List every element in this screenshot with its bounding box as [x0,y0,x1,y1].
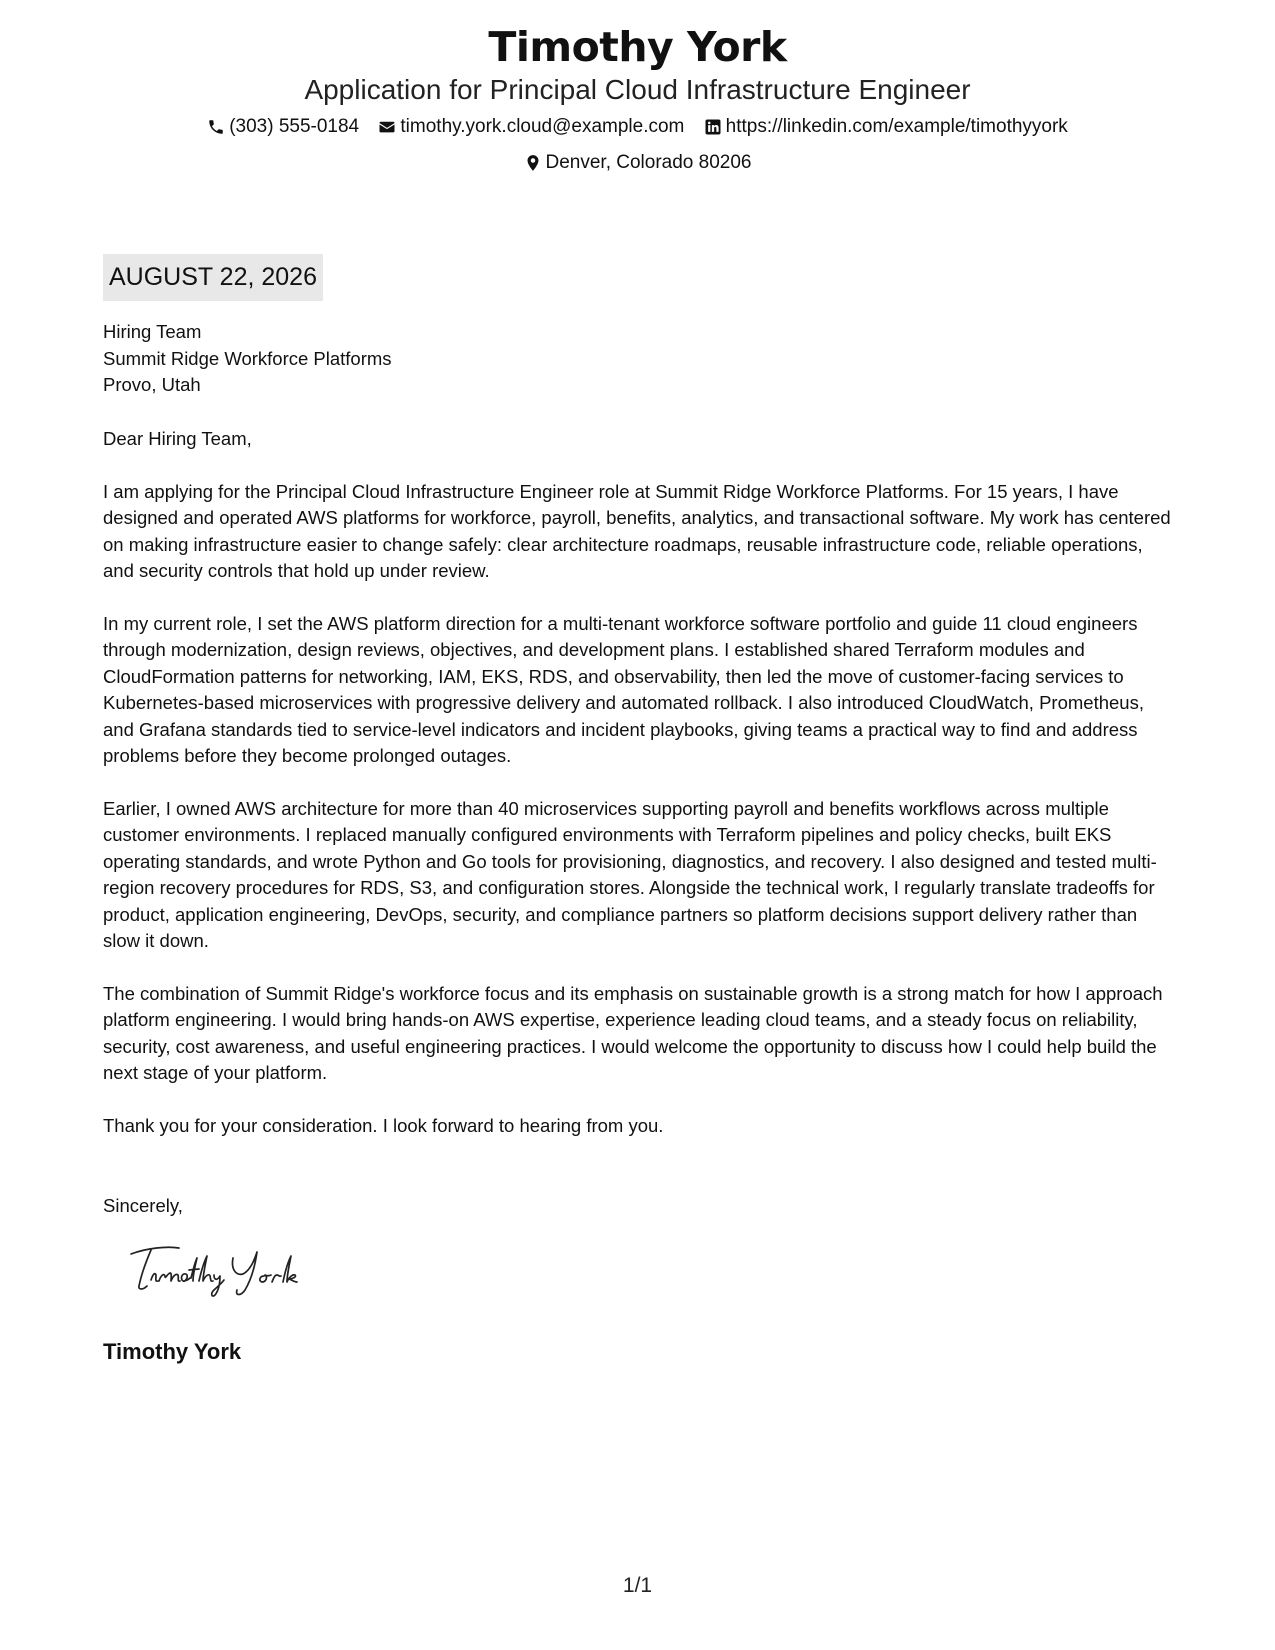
envelope-icon [378,118,396,136]
body-paragraph: Thank you for your consideration. I look forward to hearing from you. [103,1114,664,1136]
recipient-line: Summit Ridge Workforce Platforms [103,347,392,369]
contact-location [524,149,752,177]
page-number: 1/1 [622,1574,653,1597]
application-title: Application for Principal Cloud Infrastructure Engineer [304,74,971,105]
body-paragraph: Earlier, I owned AWS architecture for more than 40 microservices supporting payroll and benefits workflows across multiple customer environments. I replaced manually configured environments with Terraform pipelines and policy checks, built EKS operating standards, and wrote Python and Go tools for provisioning, diagnostics, and recovery. I also designed and tested multi-region recovery procedures for RDS, S3, and configuration stores. Alongside the technical work, I regularly translate tradeoffs for product, application engineering, DevOps, security, and compliance partners so platform decisions support delivery rather than slow it down. [103,797,1157,951]
applicant-name: Timothy York [488,23,787,71]
letter-body [103,426,1175,1165]
contact-phone [207,113,359,141]
salutation: Dear Hiring Team, [103,428,252,449]
linkedin-url: https://linkedin.com/example/timothyyork [725,116,1068,137]
contact-email [378,113,684,141]
recipient-line: Hiring Team [103,321,202,342]
letter-date: AUGUST 22, 2026 [103,254,323,301]
handwritten-signature [127,1240,347,1302]
recipient-block [103,319,392,399]
location-text: Denver, Colorado 80206 [545,152,752,173]
recipient-line: Provo, Utah [103,374,201,395]
linkedin-icon [704,118,722,136]
email-address: timothy.york.cloud@example.com [400,116,685,137]
phone-number: (303) 555-0184 [229,116,360,137]
body-paragraph: In my current role, I set the AWS platform direction for a multi-tenant workforce software portfolio and guide 11 cloud engineers through modernization, design reviews, objectives, and development plans. I established shared Terraform modules and CloudFormation patterns for networking, IAM, EKS, RDS, and observability, then led the move of customer-facing services to Kubernetes-based microservices with progressive delivery and automated rollback. I also introduced CloudWatch, Prometheus, and Grafana standards tied to service-level indicators and incident playbooks, giving teams a practical way to find and address problems before they become prolonged outages. [103,612,1144,766]
map-pin-icon [524,154,542,172]
letter-header [0,20,1275,181]
contact-row-primary [0,113,1275,145]
phone-icon [207,118,225,136]
closing: Sincerely, [103,1195,183,1216]
contact-row-secondary [0,149,1275,181]
body-paragraph: The combination of Summit Ridge's workforce focus and its emphasis on sustainable growth is a strong match for how I approach platform engineering. I would bring hands-on AWS expertise, experience leading cloud teams, and a steady focus on reliability, security, cost awareness, and useful engineering practices. I would welcome the opportunity to discuss how I could help build the next stage of your platform. [103,982,1163,1083]
body-paragraph: I am applying for the Principal Cloud Infrastructure Engineer role at Summit Ridge Workforce Platforms. For 15 years, I have designed and operated AWS platforms for workforce, payroll, benefits, analytics, and transactional software. My work has centered on making infrastructure easier to change safely: clear architecture roadmaps, reusable infrastructure code, reliable operations, and security controls that hold up under review. [103,480,1171,581]
signer-name: Timothy York [103,1339,242,1364]
contact-linkedin [704,113,1068,141]
